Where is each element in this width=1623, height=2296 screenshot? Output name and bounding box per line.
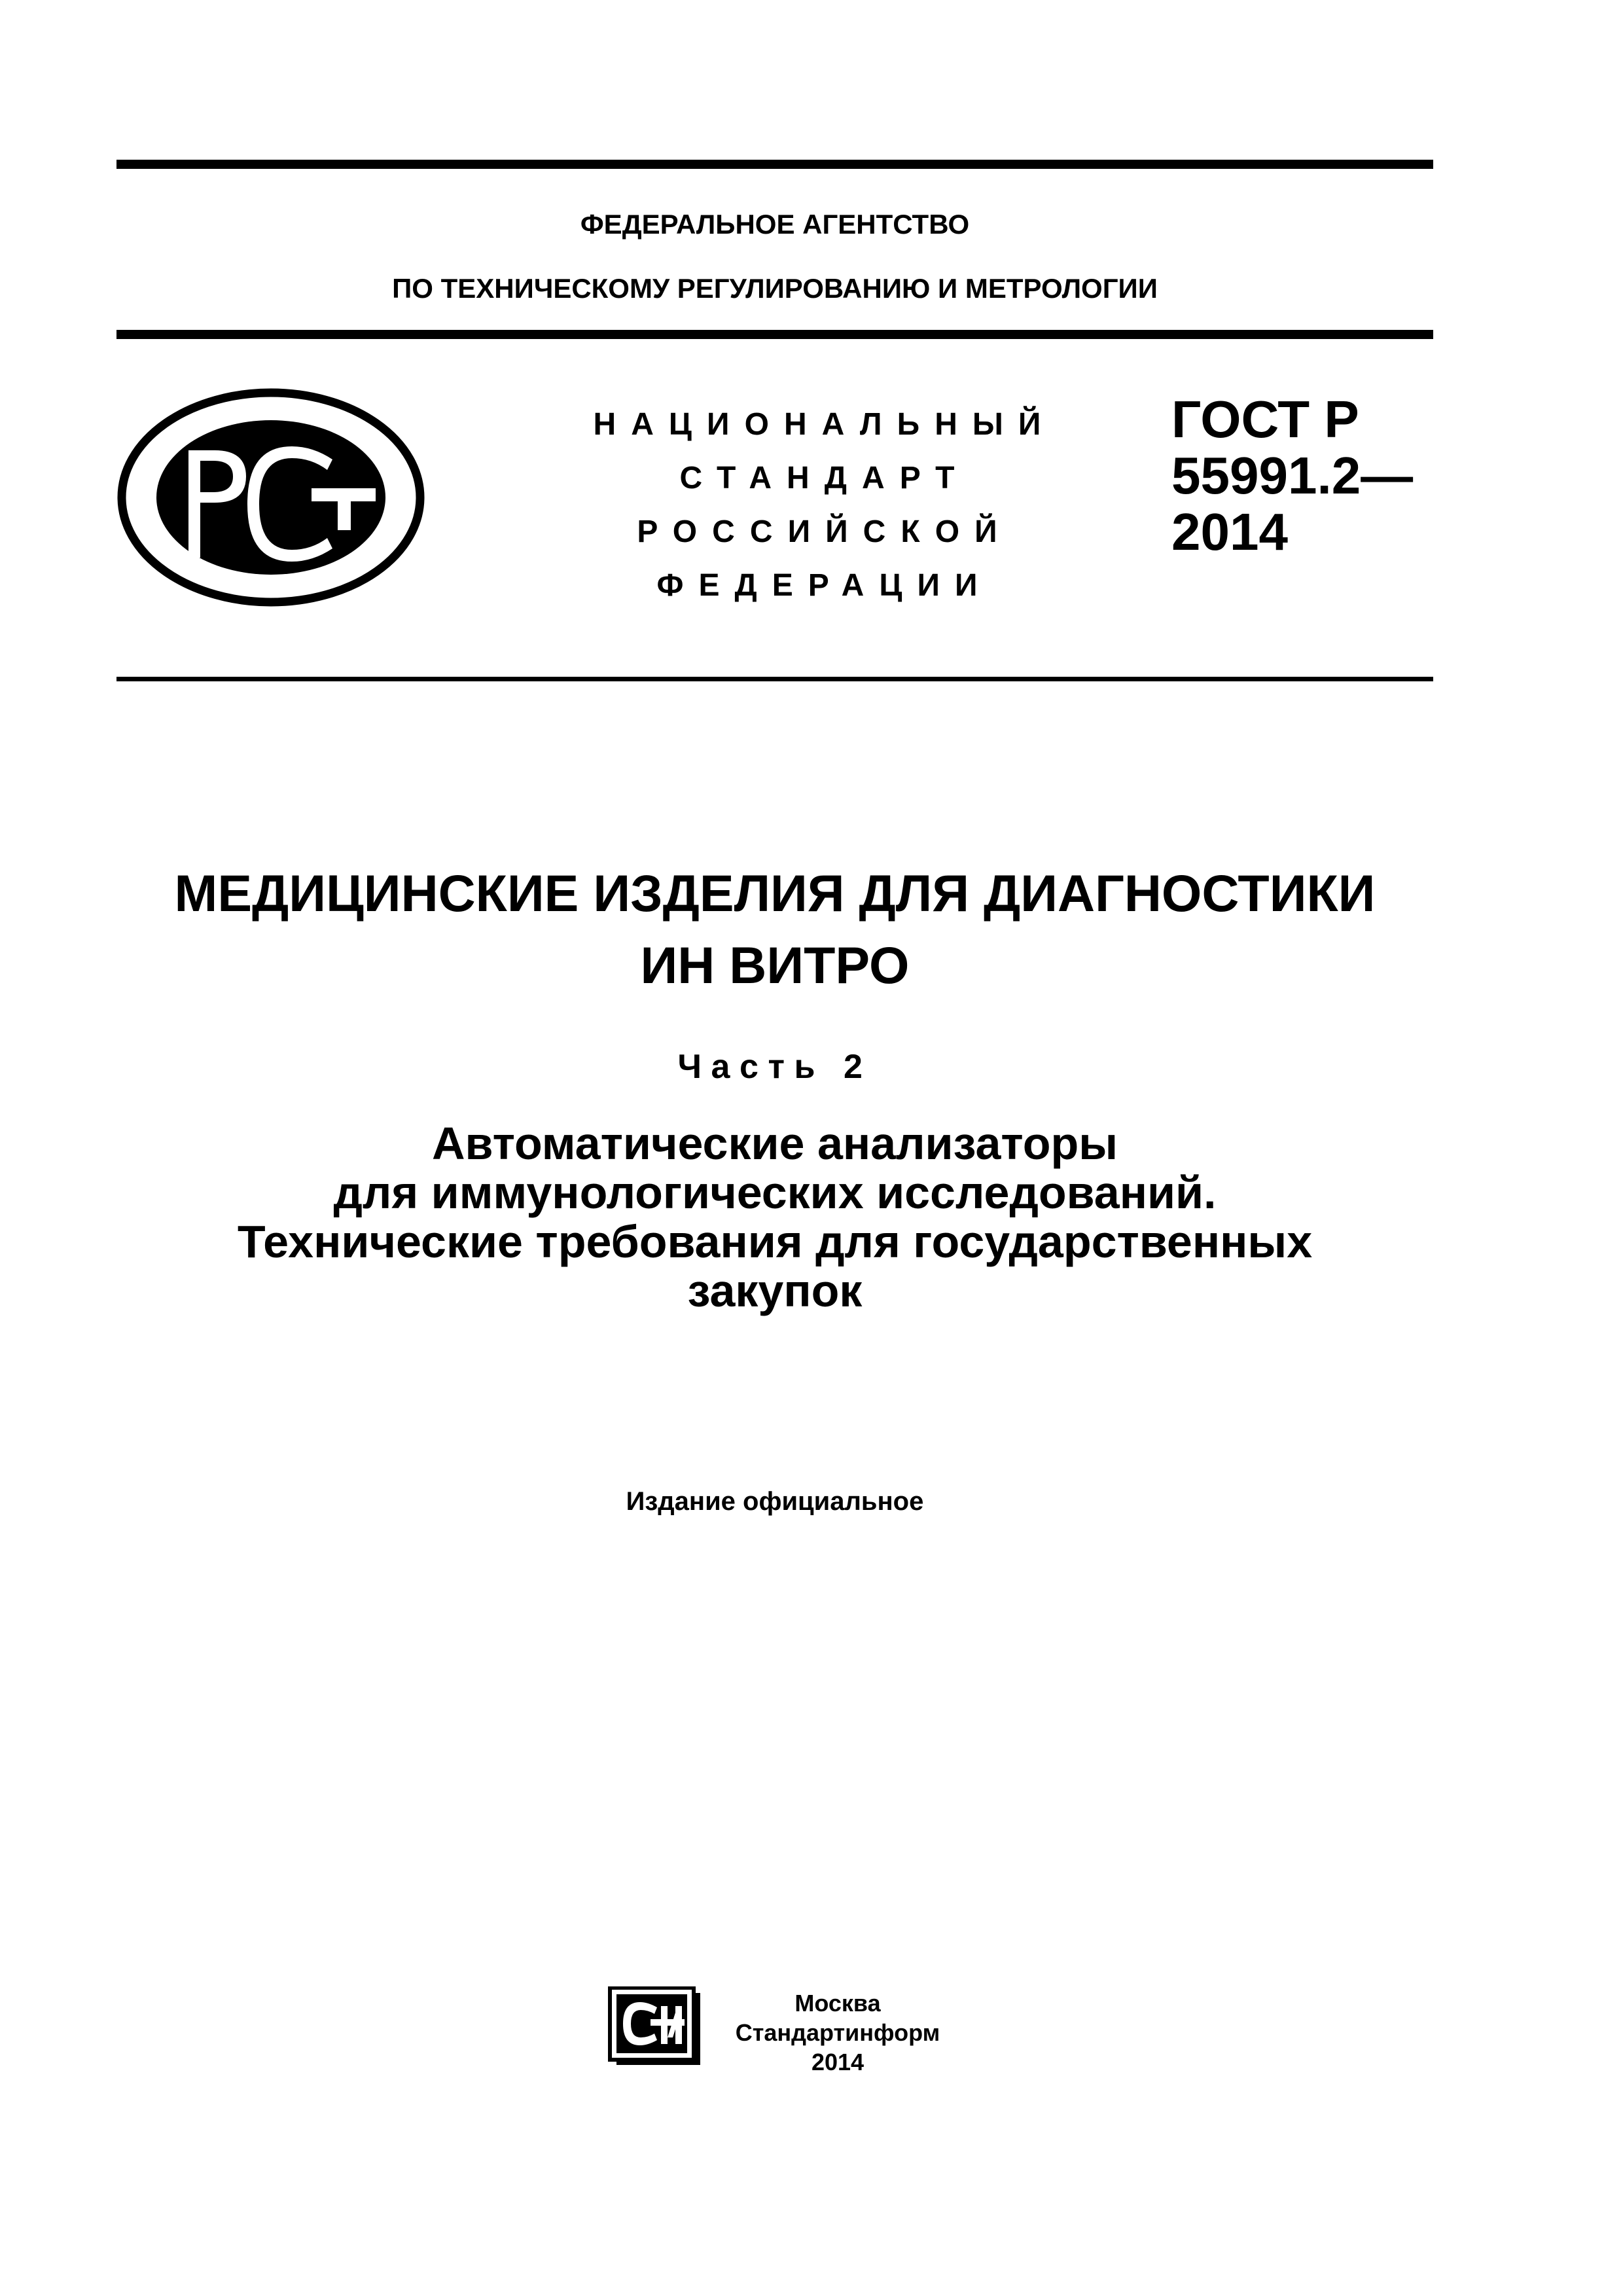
publisher-name: Стандартинформ	[735, 2019, 940, 2046]
edition-label: Издание официальное	[626, 1487, 924, 1516]
document-part: Часть 2	[677, 1048, 872, 1086]
standard-kind-line-1: НАЦИОНАЛЬНЫЙ	[593, 407, 1056, 442]
publisher-block	[720, 1988, 955, 2077]
standard-number	[1171, 391, 1433, 560]
document-subtitle-line-1: Автоматические анализаторы	[431, 1118, 1118, 1169]
document-title	[116, 857, 1433, 1001]
publication-year: 2014	[811, 2049, 865, 2075]
standard-kind-line-4: ФЕДЕРАЦИИ	[656, 568, 993, 603]
top-rule	[116, 160, 1433, 169]
standartinform-logo-icon	[607, 1986, 705, 2068]
standard-number-line-1: ГОСТ Р	[1171, 390, 1359, 448]
header-bottom-rule	[116, 330, 1433, 339]
document-title-line-2: ИН ВИТРО	[640, 936, 910, 994]
document-subtitle-line-3: Технические требования для государственных	[237, 1216, 1313, 1267]
document-subtitle-line-2: для иммунологических исследований.	[333, 1167, 1217, 1218]
agency-line-1: ФЕДЕРАЛЬНОЕ АГЕНТСТВО	[580, 209, 970, 240]
rst-logo-icon	[116, 386, 425, 609]
standard-kind-line-3: РОССИЙСКОЙ	[637, 514, 1012, 549]
document-title-line-1: МЕДИЦИНСКИЕ ИЗДЕЛИЯ ДЛЯ ДИАГНОСТИКИ	[174, 864, 1376, 922]
document-subtitle	[116, 1119, 1433, 1316]
agency-line-2: ПО ТЕХНИЧЕСКОМУ РЕГУЛИРОВАНИЮ И МЕТРОЛОГИИ	[392, 273, 1158, 304]
standard-number-line-3: 2014	[1171, 503, 1288, 561]
standard-kind-line-2: СТАНДАРТ	[679, 461, 970, 495]
publisher-city: Москва	[794, 1990, 881, 2017]
title-block-rule	[116, 677, 1433, 681]
standard-number-line-2: 55991.2—	[1171, 446, 1414, 505]
standard-kind	[576, 398, 1073, 613]
document-subtitle-line-4: закупок	[687, 1265, 863, 1316]
